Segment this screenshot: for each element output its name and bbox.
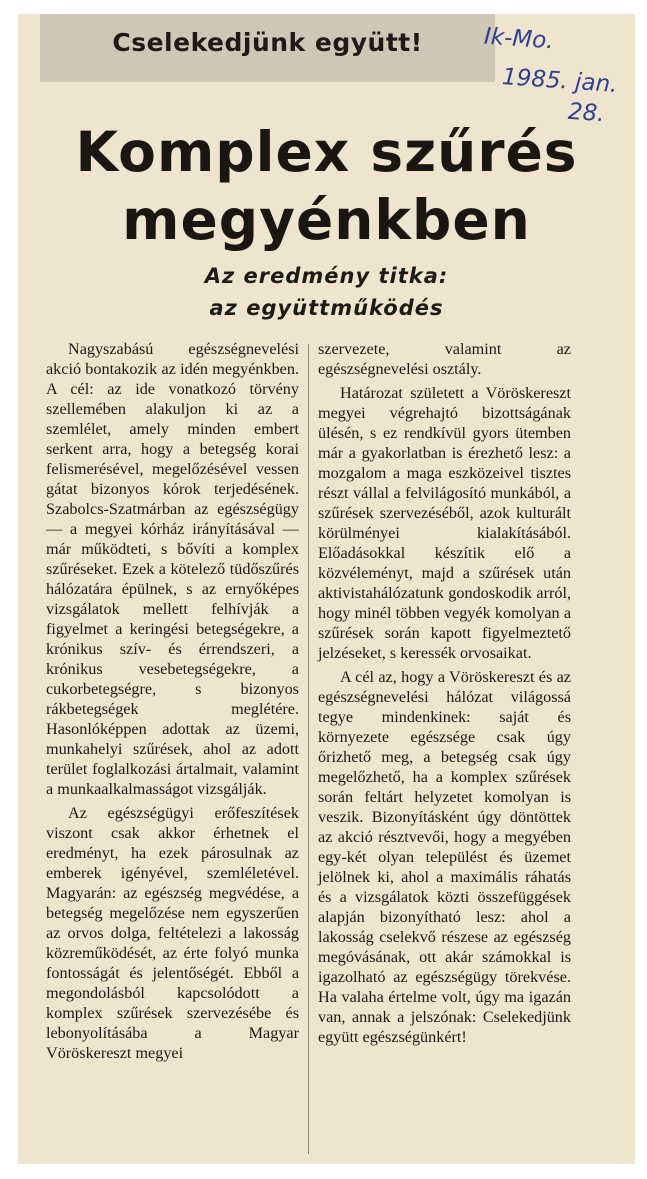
headline-line1: Komplex szűrés: [75, 120, 578, 184]
paragraph: Az egészségügyi erőfeszítések viszont csak akkor érhetnek el eredményt, ha ezek párosulnak az emberek igényével, szemléletével. Magyarán: az egészség megvédése, a betegség megelőzése nem egyszerűen az orvos dolga, feltételezi a lakosság közreműködését, az érte folyó munka fontosságát és jelentőségét. Ebből a megondolásból kapcsolódott a komplex szűrések szervezésébe és lebonyolításába a Magyar Vöröskereszt megyei: [46, 804, 299, 1062]
article-column-left: [46, 339, 299, 1063]
paragraph: Nagyszabású egészségnevelési akció bontakozik az idén megyénkben. A cél: az ide vonatkozó törvény szellemében alakuljon ki az a szemlélet, amely minden embert serkent arra, hogy a betegség korai felismerésével, megelőzésével vessen gátat bizonyos kórok terjedésének. Szabolcs-Szatmárban az egészségügy — a megyei kórház irányításával — már működteti, s bővíti a komplex szűréseket. Ezek a kötelező tüdőszűrés hálózatára épülnek, s az ernyőképes vizsgálatok mellett felhívják a figyelmet a keringési betegségekre, a krónikus szív- és érrendszeri, a krónikus vesebetegségekre, a cukorbetegségre, s bizonyos rákbetegségek meglétére. Hasonlóképpen adottak az üzemi, munkahelyi szűrések, ahol az adott terület foglalkozási ártalmait, valamint a munkaalkalmasságot vizsgálják.: [46, 340, 299, 798]
headline-line2: megyénkben: [122, 188, 531, 252]
subheadline-line1: Az eredmény titka:: [204, 264, 449, 288]
paragraph: szervezete, valamint az egészségnevelési osztály.: [318, 340, 571, 378]
handwritten-note-line1: Ik-Mo.: [483, 23, 555, 55]
paragraph: Határozat született a Vöröskereszt megyei végrehajtó bizottságának ülésén, s ez rendkívül gyors ütemben már a gyakorlatban is érezhető lesz: a mozgalom a maga eszközeivel tisztes részt vállal a felvilágosító munkából, a szűrések szervezéséből, azok kulturált körülményei kialakításából. Előadásokkal készítik elő a közvéleményt, majd a szűrések után aktivistahálózatunk gondoskodik arról, hogy minél többen vegyék komolyan a szűrések során kapott figyelmeztető jelzéseket, s keressék orvosaikat.: [318, 384, 571, 662]
paragraph: A cél az, hogy a Vöröskereszt és az egészségnevelési hálózat világossá tegye mindenkinek: saját és környezete egészsége csak úgy őrizhető meg, a betegség csak úgy megelőzhető, ha a komplex szűrések során feltárt helyzetet komolyan is veszik. Bizonyításként úgy döntöttek az akció résztvevői, hogy a megyében egy-két olyan települést és üzemet jelölnek ki, ahol a maximális ráhatás és a vizsgálatok közti összefüggések alapján bizonyítható lesz: ahol a lakosság cselekvő részese az egészség megóvásának, ott akár számokkal is igazolható az egészségügy törekvése. Ha valaha értelme volt, úgy ma igazán van, annak a jelszónak: Cselekedjünk együtt egészségünkért!: [318, 668, 571, 1046]
column-divider: [308, 344, 309, 1154]
newspaper-clipping: [18, 14, 635, 1164]
article-column-right: [318, 339, 571, 1047]
banner-title: Cselekedjünk együtt!: [112, 28, 423, 57]
handwritten-note-line3: 28.: [567, 98, 606, 128]
subheadline-line2: az együttműködés: [209, 296, 444, 320]
handwritten-note-line2: 1985. jan.: [501, 64, 619, 98]
banner: [40, 14, 495, 82]
